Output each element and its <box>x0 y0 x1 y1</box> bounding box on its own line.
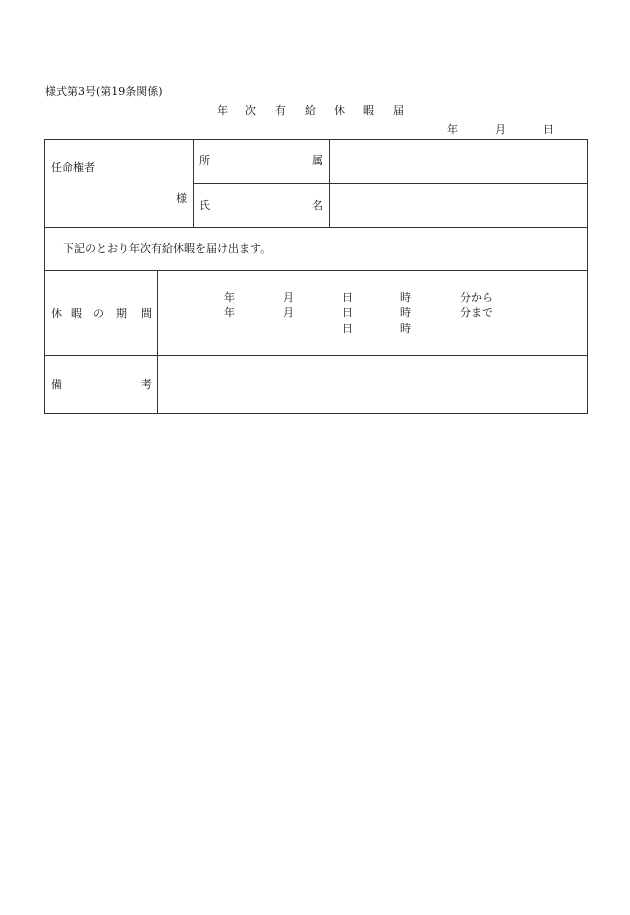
table-border <box>329 139 330 227</box>
table-border <box>44 413 588 414</box>
period-from-year: 年 <box>224 291 235 304</box>
appointer-suffix: 様 <box>176 192 187 205</box>
table-border <box>44 139 588 140</box>
period-to-hour: 時 <box>400 306 411 319</box>
date-year-label: 年 <box>447 123 458 136</box>
title-char: 次 <box>245 104 256 117</box>
period-from-minute: 分から <box>460 291 493 304</box>
title-char: 休 <box>334 104 345 117</box>
table-border <box>44 139 45 414</box>
period-to-minute: 分まで <box>460 306 493 319</box>
period-label-char: 暇 <box>71 307 82 320</box>
date-month-label: 月 <box>495 123 506 136</box>
title-char: 給 <box>305 104 316 117</box>
period-from-hour: 時 <box>400 291 411 304</box>
title-char: 有 <box>275 104 286 117</box>
table-border <box>44 270 588 271</box>
remarks-label-char: 考 <box>141 378 152 391</box>
period-to-day: 日 <box>342 306 353 319</box>
name-label-char: 名 <box>312 199 323 212</box>
title-char: 届 <box>393 104 404 117</box>
period-from-day: 日 <box>342 291 353 304</box>
period-duration-hour: 時 <box>400 322 411 335</box>
table-border <box>193 139 194 227</box>
remarks-label-char: 備 <box>51 378 62 391</box>
affiliation-label-char: 所 <box>199 154 210 167</box>
appointer-label: 任命権者 <box>51 161 95 174</box>
period-duration-day: 日 <box>342 322 353 335</box>
period-label-char: 休 <box>51 307 62 320</box>
period-to-month: 月 <box>283 306 294 319</box>
table-border <box>587 139 588 414</box>
table-border <box>157 270 158 413</box>
form-number: 様式第3号(第19条関係) <box>45 85 163 98</box>
date-day-label: 日 <box>543 123 554 136</box>
table-border <box>44 227 588 228</box>
name-label-char: 氏 <box>199 199 210 212</box>
period-to-year: 年 <box>224 306 235 319</box>
affiliation-label-char: 属 <box>312 154 323 167</box>
statement-text: 下記のとおり年次有給休暇を届け出ます。 <box>63 242 272 255</box>
period-label-char: 間 <box>141 307 152 320</box>
period-label-char: の <box>93 307 104 320</box>
period-label-char: 期 <box>116 307 127 320</box>
table-border <box>193 183 588 184</box>
table-border <box>44 355 588 356</box>
title-char: 暇 <box>363 104 374 117</box>
title-char: 年 <box>217 104 228 117</box>
period-from-month: 月 <box>283 291 294 304</box>
